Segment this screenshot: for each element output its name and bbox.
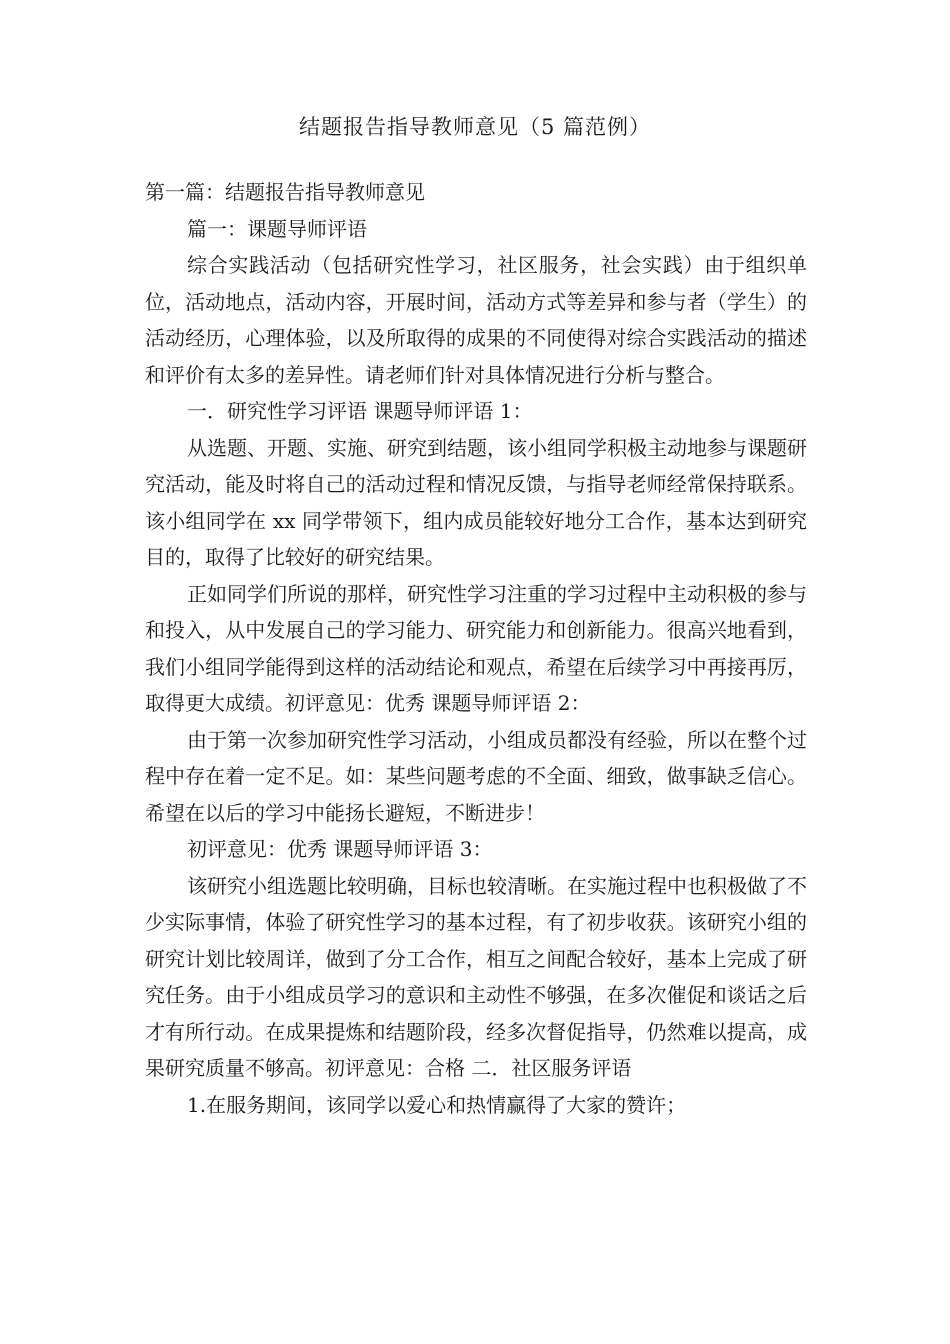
paragraph-rating-heading: 初评意见：优秀 课题导师评语 3： [187, 837, 493, 861]
subsection-heading: 篇一：课题导师评语 [187, 216, 367, 241]
paragraph-community-item-1: 1.在服务期间，该同学以爱心和热情赢得了大家的赞许； [187, 1092, 687, 1117]
paragraph-comment-1: 从选题、开题、实施、研究到结题，该小组同学积极主动地参与课题研究活动，能及时将自己的活动过程和情况反馈，与指导老师经常保持联系。该小组同学在 xx 同学带领下，组内成员能较好地分工合作，基本达到研究目的，取得了比较好的研究结果。 [145, 435, 807, 569]
document-body [145, 174, 807, 1123]
paragraph-comment-1-continued: 正如同学们所说的那样，研究性学习注重的学习过程中主动积极的参与和投入，从中发展自己的学习能力、研究能力和创新能力。很高兴地看到，我们小组同学能得到这样的活动结论和观点，希望在后续学习中再接再厉，取得更大成绩。初评意见：优秀 课题导师评语 2： [145, 581, 807, 715]
paragraph-comment-3: 该研究小组选题比较明确，目标也较清晰。在实施过程中也积极做了不少实际事情，体验了研究性学习的基本过程，有了初步收获。该研究小组的研究计划比较周详，做到了分工合作，相互之间配合较好，基本上完成了研究任务。由于小组成员学习的意识和主动性不够强，在多次催促和谈话之后才有所行动。在成果提炼和结题阶段，经多次督促指导，仍然难以提高，成果研究质量不够高。初评意见：合格 二．社区服务评语 [145, 873, 807, 1080]
paragraph-comment-2: 由于第一次参加研究性学习活动，小组成员都没有经验，所以在整个过程中存在着一定不足。如：某些问题考虑的不全面、细致，做事缺乏信心。希望在以后的学习中能扬长避短，不断进步！ [145, 727, 807, 825]
paragraph-heading-research: 一．研究性学习评语 课题导师评语 1： [187, 399, 533, 423]
document-title: 结题报告指导教师意见（5 篇范例） [298, 115, 652, 139]
paragraph-intro: 综合实践活动（包括研究性学习，社区服务，社会实践）由于组织单位，活动地点，活动内容，开展时间，活动方式等差异和参与者（学生）的活动经历，心理体验，以及所取得的成果的不同使得对综合实践活动的描述和评价有太多的差异性。请老师们针对具体情况进行分析与整合。 [145, 253, 807, 387]
section-heading: 第一篇：结题报告指导教师意见 [145, 180, 425, 204]
